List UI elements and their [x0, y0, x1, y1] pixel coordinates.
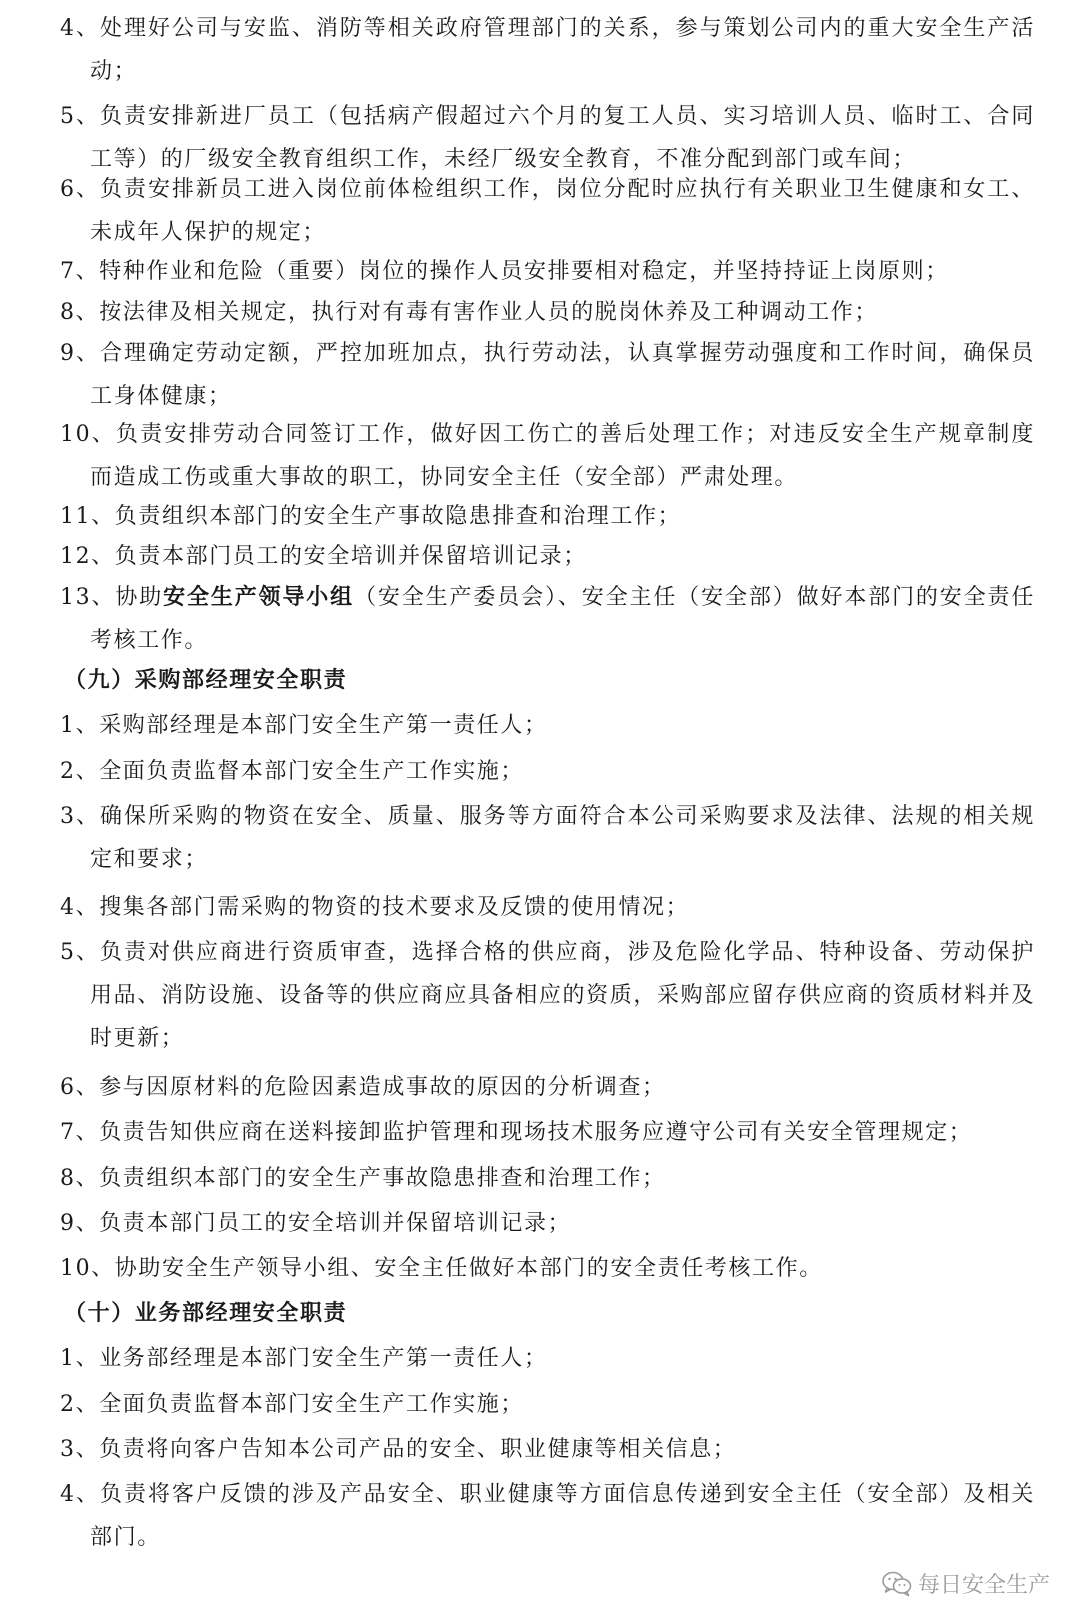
item-text-bold: 安全生产领导小组	[163, 585, 355, 610]
item-text: 处理好公司与安监、消防等相关政府管理部门的关系，参与策划公司内的重大安全生产活动；	[90, 16, 1035, 84]
item-text: 负责组织本部门的安全生产事故隐患排查和治理工作；	[99, 1166, 666, 1191]
item-number: 11、	[60, 504, 115, 529]
item-text: 按法律及相关规定，执行对有毒有害作业人员的脱岗休养及工种调动工作；	[99, 300, 879, 325]
item-text: 负责安排劳动合同签订工作，做好因工伤亡的善后处理工作；对违反安全生产规章制度而造成工伤或重大事故的职工，协同安全主任（安全部）严肃处理。	[90, 422, 1035, 490]
item-number: 9、	[60, 341, 100, 366]
list-item	[60, 168, 1035, 254]
item-text: 确保所采购的物资在安全、质量、服务等方面符合本公司采购要求及法律、法规的相关规定和要求；	[90, 804, 1035, 872]
list-item	[60, 1066, 1035, 1109]
item-number: 4、	[60, 16, 100, 41]
item-number: 8、	[60, 300, 100, 325]
list-item	[60, 576, 1035, 662]
item-number: 3、	[60, 1437, 100, 1462]
wechat-icon	[882, 1571, 912, 1597]
item-number: 8、	[60, 1166, 100, 1191]
list-item	[60, 795, 1035, 881]
item-text: 采购部经理是本部门安全生产第一责任人；	[99, 713, 548, 738]
item-number: 3、	[60, 804, 100, 829]
list-item	[60, 535, 1035, 578]
item-number: 6、	[60, 177, 100, 202]
list-item	[60, 1428, 1035, 1471]
list-item	[60, 250, 1035, 293]
item-text: 负责告知供应商在送料接卸监护管理和现场技术服务应遵守公司有关安全管理规定；	[99, 1120, 973, 1145]
item-number: 1、	[60, 713, 100, 738]
item-text: 合理确定劳动定额，严控加班加点，执行劳动法，认真掌握劳动强度和工作时间，确保员工身体健康；	[90, 341, 1035, 409]
item-number: 7、	[60, 1120, 100, 1145]
item-number: 2、	[60, 759, 100, 784]
item-text-post: （安全生产委员会）、安全主任（安全部）做好本部门的安全责任考核工作。	[90, 585, 1036, 653]
item-number: 10、	[60, 1256, 115, 1281]
item-text: 负责本部门员工的安全培训并保留培训记录；	[114, 544, 587, 569]
list-item	[60, 495, 1035, 538]
item-number: 13、	[60, 585, 116, 610]
list-item	[60, 704, 1035, 747]
item-text: 搜集各部门需采购的物资的技术要求及反馈的使用情况；	[99, 895, 690, 920]
item-text: 负责组织本部门的安全生产事故隐患排查和治理工作；	[114, 504, 682, 529]
item-text: 参与因原材料的危险因素造成事故的原因的分析调查；	[99, 1075, 666, 1100]
list-item	[60, 1337, 1035, 1380]
item-number: 4、	[60, 895, 100, 920]
item-text: 特种作业和危险（重要）岗位的操作人员安排要相对稳定，并坚持持证上岗原则；	[99, 259, 949, 284]
item-text-pre: 协助	[115, 585, 164, 610]
list-item	[60, 1383, 1035, 1426]
item-number: 2、	[60, 1392, 100, 1417]
list-item	[60, 1473, 1035, 1559]
item-text: 业务部经理是本部门安全生产第一责任人；	[99, 1346, 548, 1371]
item-text: 全面负责监督本部门安全生产工作实施；	[99, 1392, 525, 1417]
list-item	[60, 1111, 1035, 1154]
item-text: 负责本部门员工的安全培训并保留培训记录；	[99, 1211, 572, 1236]
list-item	[60, 750, 1035, 793]
watermark	[882, 1568, 1050, 1599]
item-number: 6、	[60, 1075, 100, 1100]
section-heading: （九）采购部经理安全职责	[64, 668, 348, 693]
item-text: 负责安排新员工进入岗位前体检组织工作，岗位分配时应执行有关职业卫生健康和女工、未成年人保护的规定；	[90, 177, 1035, 245]
item-number: 7、	[60, 259, 100, 284]
item-text: 负责将向客户告知本公司产品的安全、职业健康等相关信息；	[99, 1437, 737, 1462]
list-item	[60, 1247, 1035, 1290]
item-number: 4、	[60, 1482, 100, 1507]
list-item	[60, 332, 1035, 418]
list-item	[60, 886, 1035, 929]
item-number: 1、	[60, 1346, 100, 1371]
list-item	[60, 1157, 1035, 1200]
list-item	[60, 931, 1035, 1060]
item-text: 负责安排新进厂员工（包括病产假超过六个月的复工人员、实习培训人员、临时工、合同工等）的厂级安全教育组织工作，未经厂级安全教育，不准分配到部门或车间；	[90, 104, 1035, 172]
item-number: 5、	[60, 940, 100, 965]
item-number: 9、	[60, 1211, 100, 1236]
item-text: 协助安全生产领导小组、安全主任做好本部门的安全责任考核工作。	[114, 1256, 823, 1281]
item-text: 负责将客户反馈的涉及产品安全、职业健康等方面信息传递到安全主任（安全部）及相关部门。	[90, 1482, 1035, 1550]
item-text: 负责对供应商进行资质审查，选择合格的供应商，涉及危险化学品、特种设备、劳动保护用品、消防设施、设备等的供应商应具备相应的资质，采购部应留存供应商的资质材料并及时更新；	[90, 940, 1035, 1051]
item-number: 12、	[60, 544, 115, 569]
item-number: 5、	[60, 104, 100, 129]
section-heading: （十）业务部经理安全职责	[64, 1301, 348, 1326]
list-item	[60, 413, 1035, 499]
watermark-text: 每日安全生产	[917, 1573, 1050, 1598]
item-text: 全面负责监督本部门安全生产工作实施；	[99, 759, 525, 784]
list-item	[60, 7, 1035, 93]
item-number: 10、	[60, 422, 116, 447]
list-item	[60, 291, 1035, 334]
list-item	[60, 1202, 1035, 1245]
